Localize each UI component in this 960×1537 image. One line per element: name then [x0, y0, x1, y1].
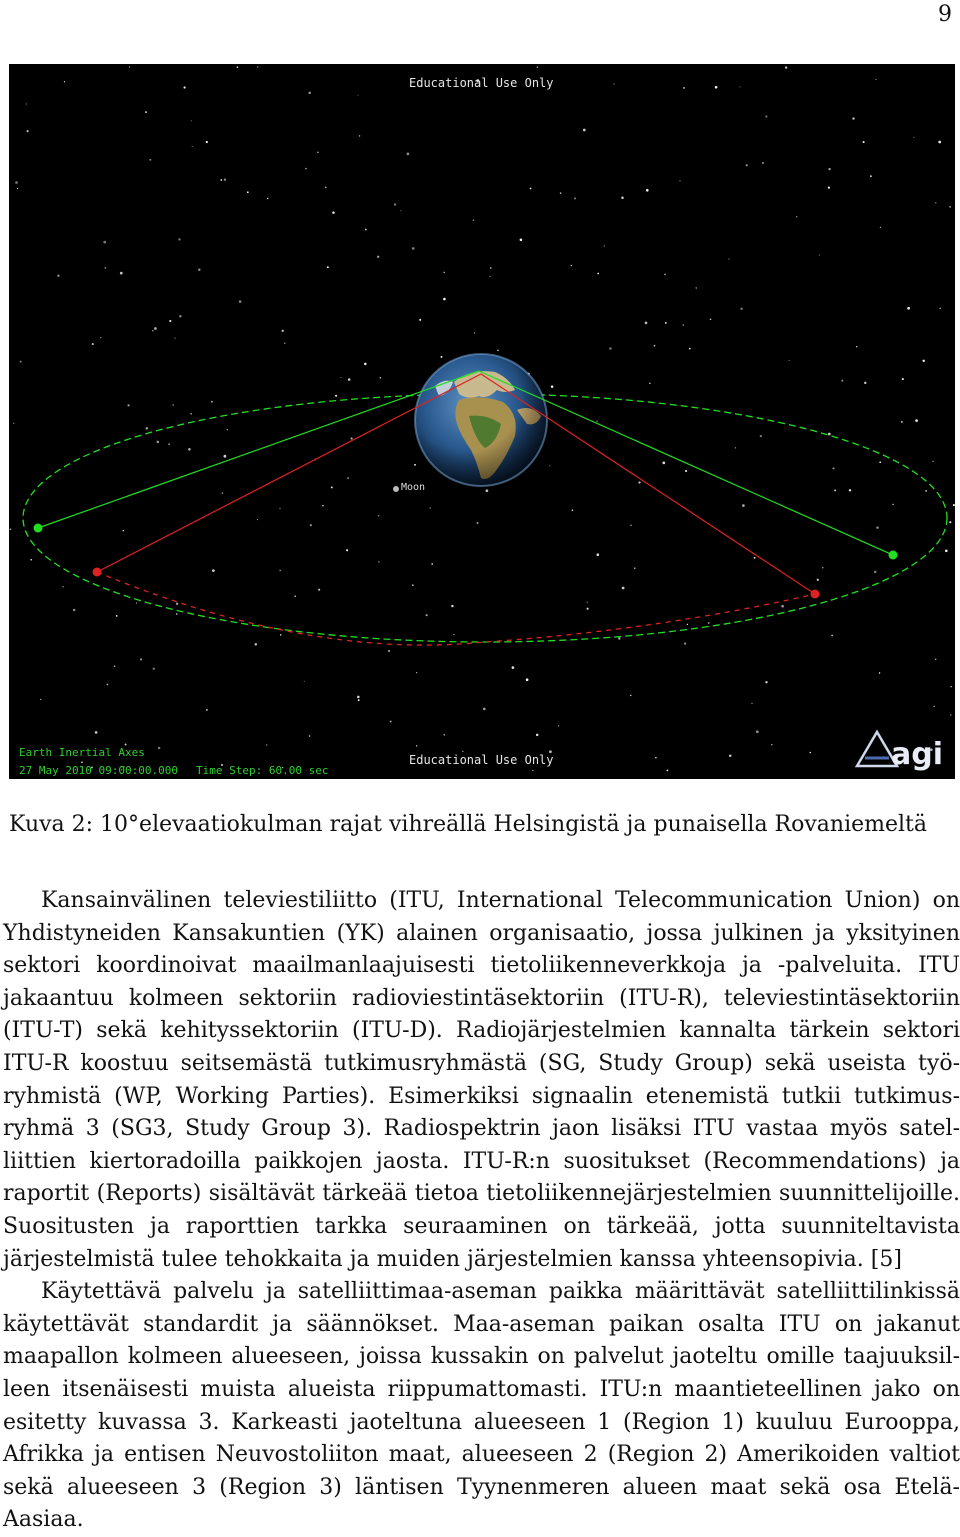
star — [308, 92, 310, 94]
star — [935, 202, 937, 204]
star — [453, 634, 454, 635]
star — [695, 287, 696, 288]
star — [662, 462, 665, 465]
star — [667, 770, 669, 772]
star — [949, 206, 951, 208]
star — [618, 637, 620, 639]
star — [735, 447, 736, 448]
star — [174, 338, 175, 339]
star — [537, 66, 539, 68]
star — [20, 361, 22, 363]
star — [318, 589, 320, 591]
star — [127, 404, 129, 406]
star — [785, 66, 787, 68]
star — [789, 360, 790, 361]
star — [120, 272, 123, 275]
star — [304, 681, 305, 682]
rovaniemi-east-limit-marker — [811, 590, 820, 599]
star — [901, 421, 903, 423]
star — [596, 420, 597, 421]
star — [832, 467, 834, 469]
star — [490, 267, 492, 269]
star — [26, 130, 28, 132]
star — [365, 229, 367, 231]
star — [430, 507, 431, 508]
star — [907, 307, 910, 310]
star — [407, 153, 410, 156]
star — [280, 634, 282, 636]
orbit-scene — [9, 64, 955, 779]
star — [710, 319, 712, 321]
star — [123, 530, 124, 531]
star — [390, 721, 392, 723]
star — [168, 443, 170, 445]
star — [380, 377, 382, 379]
star — [73, 609, 76, 612]
star — [682, 324, 684, 326]
star — [441, 356, 443, 358]
star — [683, 87, 685, 89]
star — [30, 559, 32, 561]
star — [483, 708, 486, 711]
star — [426, 614, 428, 616]
star — [856, 346, 857, 347]
star — [532, 770, 533, 771]
star — [239, 300, 242, 303]
star — [665, 322, 667, 324]
star — [870, 175, 872, 177]
star — [655, 757, 657, 759]
star — [549, 465, 550, 466]
star — [281, 330, 283, 332]
star — [176, 603, 178, 605]
star — [317, 151, 319, 153]
figure-caption: Kuva 2: 10°elevaatiokulman rajat vihreällä Helsingistä ja punaisella Rovaniemeltä — [9, 812, 928, 837]
star — [57, 275, 59, 277]
star — [754, 557, 756, 559]
star — [689, 348, 691, 350]
star — [412, 247, 415, 250]
star — [431, 563, 433, 565]
star — [751, 703, 752, 704]
star — [587, 602, 588, 603]
star — [13, 423, 14, 424]
star — [377, 256, 379, 258]
star — [400, 210, 401, 211]
star — [158, 747, 161, 750]
star — [560, 192, 562, 194]
star — [388, 650, 390, 652]
star — [350, 437, 352, 439]
star — [359, 135, 361, 137]
star — [462, 751, 463, 752]
helsinki-east-limit-marker — [889, 551, 898, 560]
star — [879, 461, 881, 463]
star — [796, 216, 797, 217]
star — [325, 187, 327, 189]
star — [340, 377, 341, 378]
star — [346, 549, 348, 551]
star — [104, 267, 106, 269]
star — [742, 504, 745, 507]
star — [583, 129, 586, 132]
star — [739, 86, 740, 87]
star — [247, 191, 249, 193]
star — [828, 187, 830, 189]
star — [630, 695, 632, 697]
paragraph-itu-regions: Käytettävä palvelu ja satelliittimaa-aseman paikka määrittävät satelliittilinkissä käytettävät standardit ja säännökset. Maa-aseman paikan osalta ITU on jakanut maapallon kolmeen alueeseen, joissa kussakin on palvelut jaoteltu omille taajuuksilleen itsenäisesti muista alueista riippumattomasti. ITU:n maantieteellinen jako on esitetty kuvassa 3. Karkeasti jaoteltuna alueeseen 1 (Region 1) kuuluu Eurooppa, Afrikka ja entisen Neuvostoliiton maat, alueeseen 2 (Region 2) Amerikoiden valtiot sekä alueeseen 3 (Region 3) läntisen Tyynenmeren alueen maat sekä osa Etelä-Aasiaa. — [3, 1279, 960, 1533]
star — [378, 561, 380, 563]
star — [149, 159, 151, 161]
star — [634, 568, 635, 569]
star — [874, 571, 877, 574]
star — [305, 168, 307, 170]
star — [211, 401, 213, 403]
star — [638, 481, 640, 483]
star — [358, 699, 360, 701]
star — [145, 111, 147, 113]
star — [394, 203, 396, 205]
star — [129, 66, 130, 67]
star — [419, 319, 421, 321]
star — [476, 522, 478, 524]
orbit-ellipse-red-arc — [97, 572, 815, 645]
star — [267, 198, 268, 199]
timestamp: 27 May 2010 09:00:00.000 — [19, 764, 178, 777]
star — [765, 115, 767, 117]
star — [760, 435, 762, 437]
star — [179, 315, 181, 317]
star — [146, 427, 148, 429]
star — [863, 141, 865, 143]
star — [771, 744, 772, 745]
star — [762, 162, 764, 164]
star — [536, 734, 539, 737]
star — [915, 419, 918, 422]
star — [728, 258, 729, 259]
satellite-orbit-figure — [9, 64, 955, 779]
star — [178, 238, 180, 240]
star — [176, 613, 178, 615]
star — [224, 178, 226, 180]
star — [880, 227, 881, 228]
axes-label: Earth Inertial Axes — [19, 746, 145, 759]
star — [949, 521, 951, 523]
star — [81, 761, 83, 763]
star — [10, 528, 12, 530]
star — [950, 714, 951, 715]
star — [40, 699, 41, 700]
star — [646, 189, 649, 192]
star — [938, 141, 941, 144]
star — [587, 608, 589, 610]
star — [892, 504, 893, 505]
star — [347, 477, 348, 478]
star — [834, 489, 836, 491]
star — [192, 146, 193, 147]
star — [322, 505, 323, 506]
star — [64, 81, 65, 82]
star — [140, 658, 142, 660]
star — [451, 605, 453, 607]
star — [279, 508, 280, 509]
star — [953, 504, 955, 506]
star — [489, 276, 490, 277]
star — [939, 307, 941, 309]
star — [810, 752, 812, 754]
star — [309, 735, 311, 737]
star — [597, 273, 599, 275]
star — [348, 378, 351, 381]
star — [15, 181, 18, 184]
star — [486, 489, 489, 492]
star — [756, 730, 759, 733]
star — [335, 395, 337, 397]
star — [257, 519, 258, 520]
agi-logo-text: agi — [891, 737, 944, 772]
star — [416, 745, 417, 746]
star — [62, 586, 63, 587]
star — [621, 197, 624, 200]
star — [879, 672, 880, 673]
star — [357, 95, 358, 96]
helsinki-west-limit-marker — [34, 524, 43, 533]
star — [220, 179, 222, 181]
star — [831, 635, 833, 637]
star — [17, 188, 18, 189]
star — [414, 464, 416, 466]
star — [364, 363, 367, 366]
star — [597, 553, 600, 556]
star — [310, 524, 312, 526]
star — [729, 755, 732, 758]
star — [198, 268, 200, 270]
star — [558, 725, 559, 726]
star — [279, 570, 281, 572]
star — [474, 332, 475, 333]
star — [685, 470, 687, 472]
star — [740, 308, 742, 310]
star — [294, 595, 296, 597]
star — [649, 383, 650, 384]
star — [925, 490, 927, 492]
star — [206, 709, 208, 711]
star — [257, 66, 258, 67]
star — [664, 274, 666, 276]
star — [152, 330, 154, 332]
star — [852, 117, 854, 119]
star — [206, 141, 208, 143]
star — [443, 272, 445, 274]
star — [841, 380, 843, 382]
star — [526, 678, 529, 681]
star — [932, 461, 933, 462]
rovaniemi-west-limit-marker — [93, 568, 102, 577]
star — [327, 266, 329, 268]
star — [136, 602, 137, 603]
star — [100, 337, 101, 338]
star — [864, 382, 866, 384]
star — [255, 643, 257, 645]
star — [520, 239, 523, 242]
star — [331, 486, 333, 488]
star — [473, 219, 475, 221]
star — [107, 684, 109, 686]
star — [153, 668, 155, 670]
star — [191, 120, 192, 121]
star — [746, 164, 748, 166]
paragraph-itu-intro: Kansainvälinen televiestiliitto (ITU, International Telecommunication Union) on Yhdistyneiden Kansakuntien (YK) alainen organisaatio, jossa julkinen ja yksityinen sektori koordinoivat maailmanlaajuisesti tietoliikenneverkkoja ja -palveluita. ITU jakaantuu kolmeen sektoriin radioviestintäsektoriin (ITU-R), televiestintäsektoriin (ITU-T) sekä kehityssektoriin (ITU-D). Radiojärjestelmien kannalta tärkein sektori ITU-R koostuu seitsemästä tutkimusryhmästä (SG, Study Group) sekä useista työryhmistä (WP, Working Parties). Esimerkiksi signaalin etenemistä tutkii tutkimusryhmä 3 (SG3, Study Group 3). Radiospektrin jaon lisäksi ITU vastaa myös satelliittien kiertoradoilla paikkojen jaosta. ITU-R:n suositukset (Recommendations) ja raportit (Reports) sisältävät tärkeää tietoa tietoliikennejärjestelmien suunnittelijoille. Suositusten ja raporttien tarkka seuraaminen on tärkeää, jotta suunniteltavista järjestelmistä tulee tehokkaita ja muiden järjestelmien kanssa yhteensopivia. [5] — [3, 888, 960, 1272]
star — [613, 83, 614, 84]
star — [92, 343, 94, 345]
star — [512, 666, 515, 669]
star — [923, 360, 925, 362]
star — [332, 211, 335, 214]
star — [913, 137, 914, 138]
star — [184, 86, 186, 88]
star — [157, 441, 160, 444]
star — [357, 696, 360, 699]
star — [227, 429, 228, 430]
star — [950, 686, 952, 688]
star — [224, 455, 227, 458]
star — [817, 579, 819, 581]
star — [781, 605, 784, 608]
star — [945, 549, 948, 552]
star — [169, 320, 171, 322]
star — [237, 66, 239, 68]
star — [412, 584, 414, 586]
star — [934, 706, 935, 707]
star — [188, 448, 191, 451]
star — [654, 345, 656, 347]
star — [114, 665, 115, 666]
moon-marker — [393, 486, 399, 492]
star — [604, 245, 605, 246]
star — [875, 79, 876, 80]
star — [574, 197, 576, 199]
star — [212, 569, 215, 572]
body-text — [3, 885, 960, 1537]
star — [935, 659, 937, 661]
star — [266, 744, 267, 745]
star — [572, 510, 573, 511]
star — [222, 492, 224, 494]
agi-logo — [857, 732, 943, 772]
watermark-bottom: Educational Use Only — [409, 753, 554, 767]
star — [378, 515, 380, 517]
star — [708, 622, 710, 624]
star — [630, 524, 632, 526]
earth-globe — [415, 354, 547, 486]
star — [765, 681, 767, 683]
star — [497, 350, 498, 351]
page-number: 9 — [938, 2, 952, 27]
star — [684, 643, 686, 645]
star — [551, 385, 554, 388]
watermark-top: Educational Use Only — [409, 76, 554, 90]
star — [609, 347, 612, 350]
star — [154, 327, 157, 330]
star — [172, 404, 174, 406]
star — [687, 624, 688, 625]
star — [822, 567, 823, 568]
star — [444, 734, 445, 735]
star — [443, 298, 446, 301]
star — [416, 672, 417, 673]
star — [571, 265, 572, 266]
star — [622, 587, 625, 590]
star — [679, 180, 680, 181]
time-step: Time Step: 60.00 sec — [196, 764, 329, 777]
star — [103, 241, 106, 244]
star — [828, 433, 831, 436]
star — [190, 413, 191, 414]
star — [828, 168, 830, 170]
star — [645, 322, 648, 325]
star — [95, 731, 98, 734]
star — [876, 526, 879, 529]
star — [902, 378, 904, 380]
star — [819, 255, 820, 256]
star — [849, 489, 851, 491]
star — [530, 188, 532, 190]
star — [116, 615, 118, 617]
moon-label: Moon — [401, 482, 426, 493]
star — [26, 103, 27, 104]
star — [284, 342, 285, 343]
star — [715, 86, 718, 89]
